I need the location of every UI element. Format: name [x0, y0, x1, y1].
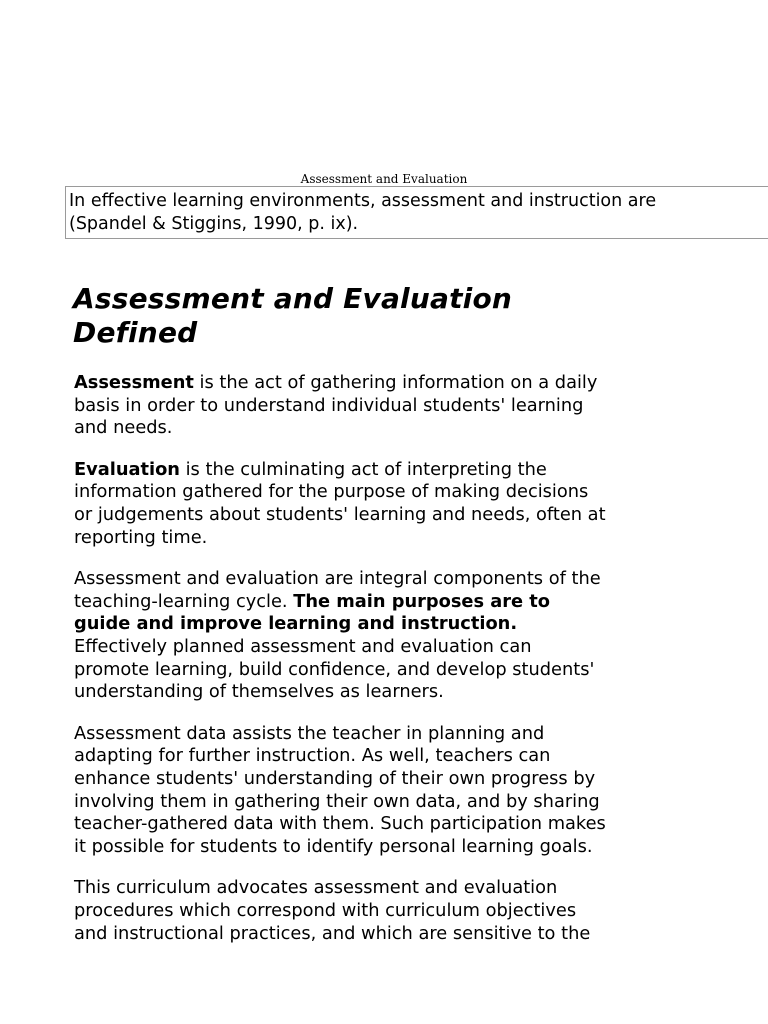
paragraph-line: and instructional practices, and which are sensitive to the — [74, 922, 591, 944]
paragraph-line: Effectively planned assessment and evaluation can — [74, 636, 532, 658]
paragraph-line — [74, 372, 714, 395]
paragraph-line: understanding of themselves as learners. — [74, 681, 444, 703]
quote-box — [65, 186, 768, 239]
paragraph-text: teaching-learning cycle. — [74, 590, 294, 612]
paragraph-line — [74, 591, 714, 614]
section-title — [73, 282, 713, 350]
paragraph-line: Assessment and evaluation are integral components of the — [74, 567, 601, 589]
paragraph-line: Assessment data assists the teacher in planning and — [74, 722, 545, 744]
section-title-line-1: Assessment and Evaluation — [73, 282, 513, 315]
paragraph-line: enhance students' understanding of their own progress by — [74, 768, 596, 790]
paragraph-line: basis in order to understand individual students' learning — [74, 394, 584, 416]
running-header: Assessment and Evaluation — [300, 172, 468, 186]
body-text — [74, 372, 714, 964]
paragraph-evaluation-definition — [74, 459, 714, 550]
paragraph-text: is the act of gathering information on a daily — [193, 372, 598, 393]
paragraph-line — [74, 459, 714, 482]
term-evaluation: Evaluation — [74, 458, 180, 480]
paragraph-line: involving them in gathering their own data, and by sharing — [74, 790, 600, 812]
paragraph-line: reporting time. — [74, 526, 208, 548]
emphasis-text: guide and improve learning and instruction. — [74, 613, 518, 635]
emphasis-text: The main purposes are to — [293, 590, 550, 612]
paragraph-line: or judgements about students' learning and needs, often at — [74, 504, 606, 526]
paragraph-purposes — [74, 568, 714, 704]
paragraph-line: promote learning, build confidence, and develop students' — [74, 658, 595, 680]
paragraph-assessment-data — [74, 723, 714, 859]
paragraph-line — [74, 613, 714, 636]
paragraph-curriculum — [74, 877, 714, 945]
paragraph-line: and needs. — [74, 417, 173, 439]
term-assessment: Assessment — [74, 372, 194, 393]
paragraph-assessment-definition — [74, 372, 714, 440]
paragraph-line: it possible for students to identify personal learning goals. — [74, 836, 593, 858]
paragraph-line: adapting for further instruction. As well, teachers can — [74, 745, 551, 767]
paragraph-line: teacher-gathered data with them. Such participation makes — [74, 813, 606, 835]
section-title-line-2: Defined — [73, 316, 198, 349]
quote-line-1: In effective learning environments, assessment and instruction are — [69, 191, 657, 211]
paragraph-line: procedures which correspond with curriculum objectives — [74, 900, 577, 922]
quote-line-2: (Spandel & Stiggins, 1990, p. ix). — [69, 214, 359, 234]
paragraph-text: is the culminating act of interpreting the — [179, 458, 547, 480]
paragraph-line: information gathered for the purpose of making decisions — [74, 481, 589, 503]
paragraph-line: This curriculum advocates assessment and evaluation — [74, 877, 558, 899]
